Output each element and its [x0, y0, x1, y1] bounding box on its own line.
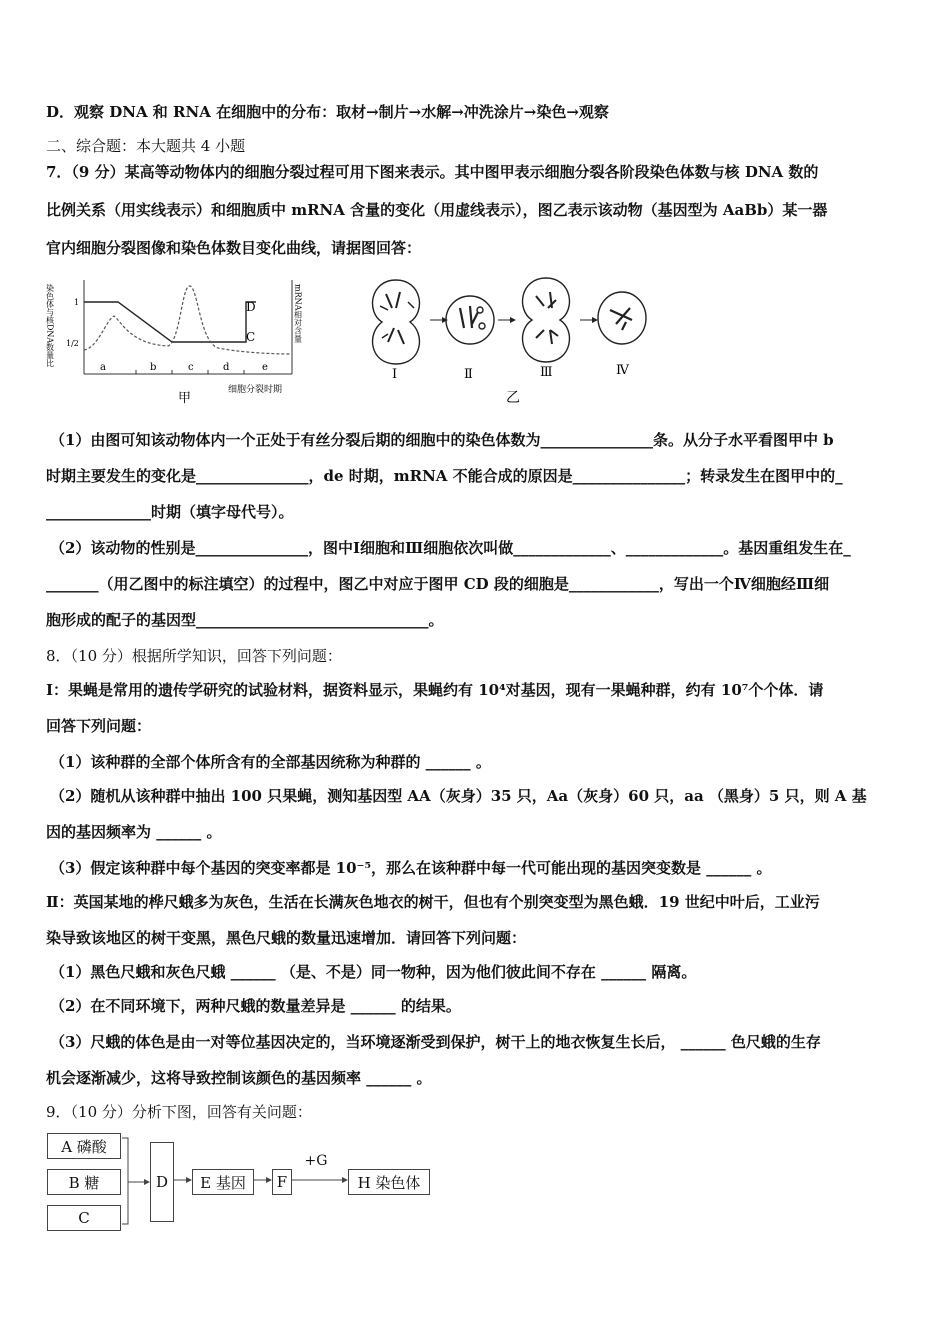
cell-3	[523, 278, 570, 362]
flow-box-d: D	[150, 1142, 174, 1222]
jia-period-a: a	[100, 362, 106, 373]
q8-ii-q3-a: （3）尺蛾的体色是由一对等位基因决定的，当环境逐渐受到保护，树干上的地衣恢复生长后， ______ 色尺蛾的生存	[50, 1033, 821, 1051]
yi-caption: 乙	[506, 390, 520, 406]
flow-box-a: A 磷酸	[47, 1133, 121, 1159]
jia-period-c: c	[188, 362, 194, 373]
q8-i-q3: （3）假定该种群中每个基因的突变率都是 10⁻⁵，那么在该种群中每一代可能出现的基因突变数是 ______ 。	[50, 859, 772, 877]
yi-arrowhead-3	[592, 317, 598, 323]
jia-period-d: d	[223, 362, 230, 373]
q8-i-q1: （1）该种群的全部个体所含有的全部基因统称为种群的 ______ 。	[50, 753, 491, 771]
flow-box-h: H 染色体	[348, 1169, 430, 1195]
q7-stem-3: 官内细胞分裂图像和染色体数目变化曲线，请据图回答：	[46, 239, 422, 257]
jia-xlabel: 细胞分裂时期	[228, 385, 283, 395]
cell-1	[373, 280, 420, 364]
q8-ii-q2: （2）在不同环境下，两种尺蛾的数量差异是 ______ 的结果。	[50, 997, 461, 1015]
flow-box-b: B 糖	[47, 1169, 121, 1195]
flow-box-c: C	[47, 1205, 121, 1231]
q8-part-ii-1: Ⅱ：英国某地的桦尺蛾多为灰色，生活在长满灰色地衣的树干，但也有个别突变型为黑色蛾．19 世纪中叶后，工业污	[46, 893, 820, 911]
q8-ii-q1: （1）黑色尺蛾和灰色尺蛾 ______ （是、不是）同一物种，因为他们彼此间不存在 ______ 隔离。	[50, 963, 697, 981]
q8-part-i-1: Ⅰ：果蝇是常用的遗传学研究的试验材料，据资料显示，果蝇约有 10⁴对基因，现有一果蝇种群，约有 10⁷个个体．请	[46, 681, 824, 699]
cell-2	[446, 296, 494, 344]
jia-period-b: b	[150, 362, 157, 373]
cell-1-label: Ⅰ	[392, 367, 398, 382]
q8-stem: 8．（10 分）根据所学知识，回答下列问题：	[46, 647, 342, 665]
jia-caption: 甲	[178, 391, 192, 406]
q8-ii-q3-b: 机会逐渐减少，这将导致控制该颜色的基因频率 ______ 。	[46, 1069, 432, 1087]
flow-box-f: F	[272, 1169, 292, 1195]
jia-period-e: e	[262, 362, 268, 373]
q7-stem-2: 比例关系（用实线表示）和细胞质中 mRNA 含量的变化（用虚线表示），图乙表示该动物（基因型为 AaBb）某一器	[46, 201, 828, 219]
q7-part1-c: ______________时期（填字母代号）。	[46, 503, 294, 521]
q7-stem-1: 7．（9 分）某高等动物体内的细胞分裂过程可用下图来表示。其中图甲表示细胞分裂各阶段染色体数与核 DNA 数的	[46, 163, 819, 181]
q7-part2-b: _______（用乙图中的标注填空）的过程中，图乙中对应于图甲 CD 段的细胞是____________，写出一个Ⅳ细胞经Ⅲ细	[46, 575, 830, 593]
q9-stem: 9．（10 分）分析下图，回答有关问题：	[46, 1103, 312, 1121]
option-d: D．观察 DNA 和 RNA 在细胞中的分布：取材→制片→水解→冲洗涂片→染色→观察	[46, 103, 609, 121]
jia-tick-1: 1	[74, 298, 80, 307]
jia-tick-half: 1/2	[66, 339, 79, 348]
q8-part-ii-2: 染导致该地区的树干变黑，黑色尺蛾的数量迅速增加．请回答下列问题：	[46, 929, 527, 947]
q7-part1-b: 时期主要发生的变化是_______________，de 时期，mRNA 不能合成的原因是_______________；转录发生在图甲中的_	[46, 467, 843, 485]
flow-label-g: +G	[304, 1153, 328, 1169]
jia-solid-curve	[84, 302, 256, 342]
cell-2-label: Ⅱ	[464, 367, 473, 382]
jia-ylabel-left: 染色体与核DNA数量比	[45, 284, 55, 368]
section-heading: 二、综合题：本大题共 4 小题	[46, 137, 246, 155]
jia-ylabel-right: mRNA相对含量	[293, 284, 303, 343]
yi-arrowhead-2	[510, 317, 516, 323]
figure-yi	[360, 272, 660, 407]
flow-box-e: E 基因	[192, 1169, 254, 1195]
q7-part2-c: 胞形成的配子的基因型_______________________________。	[46, 611, 444, 629]
q8-i-q2-a: （2）随机从该种群中抽出 100 只果蝇，测知基因型 AA（灰身）35 只，Aa（灰身）60 只，aa （黑身）5 只，则 A 基	[50, 787, 867, 805]
q8-i-q2-b: 因的基因频率为 ______ 。	[46, 823, 222, 841]
cell-4-label: Ⅳ	[616, 363, 629, 378]
jia-label-c: C	[246, 330, 256, 344]
cell-3-label: Ⅲ	[540, 365, 553, 380]
jia-label-d: D	[246, 300, 256, 314]
figure-jia	[45, 270, 318, 410]
yi-arrowhead-1	[442, 317, 448, 323]
q8-part-i-2: 回答下列问题：	[46, 717, 152, 735]
jia-axes	[84, 280, 292, 374]
cell-4	[598, 292, 646, 344]
q7-part1-a: （1）由图可知该动物体内一个正处于有丝分裂后期的细胞中的染色体数为_______________条。从分子水平看图甲中 b	[50, 431, 834, 449]
jia-dashed-curve	[84, 286, 290, 354]
q7-part2-a: （2）该动物的性别是_______________，图中Ⅰ细胞和Ⅲ细胞依次叫做_____________、_____________。基因重组发生在_	[50, 539, 851, 557]
